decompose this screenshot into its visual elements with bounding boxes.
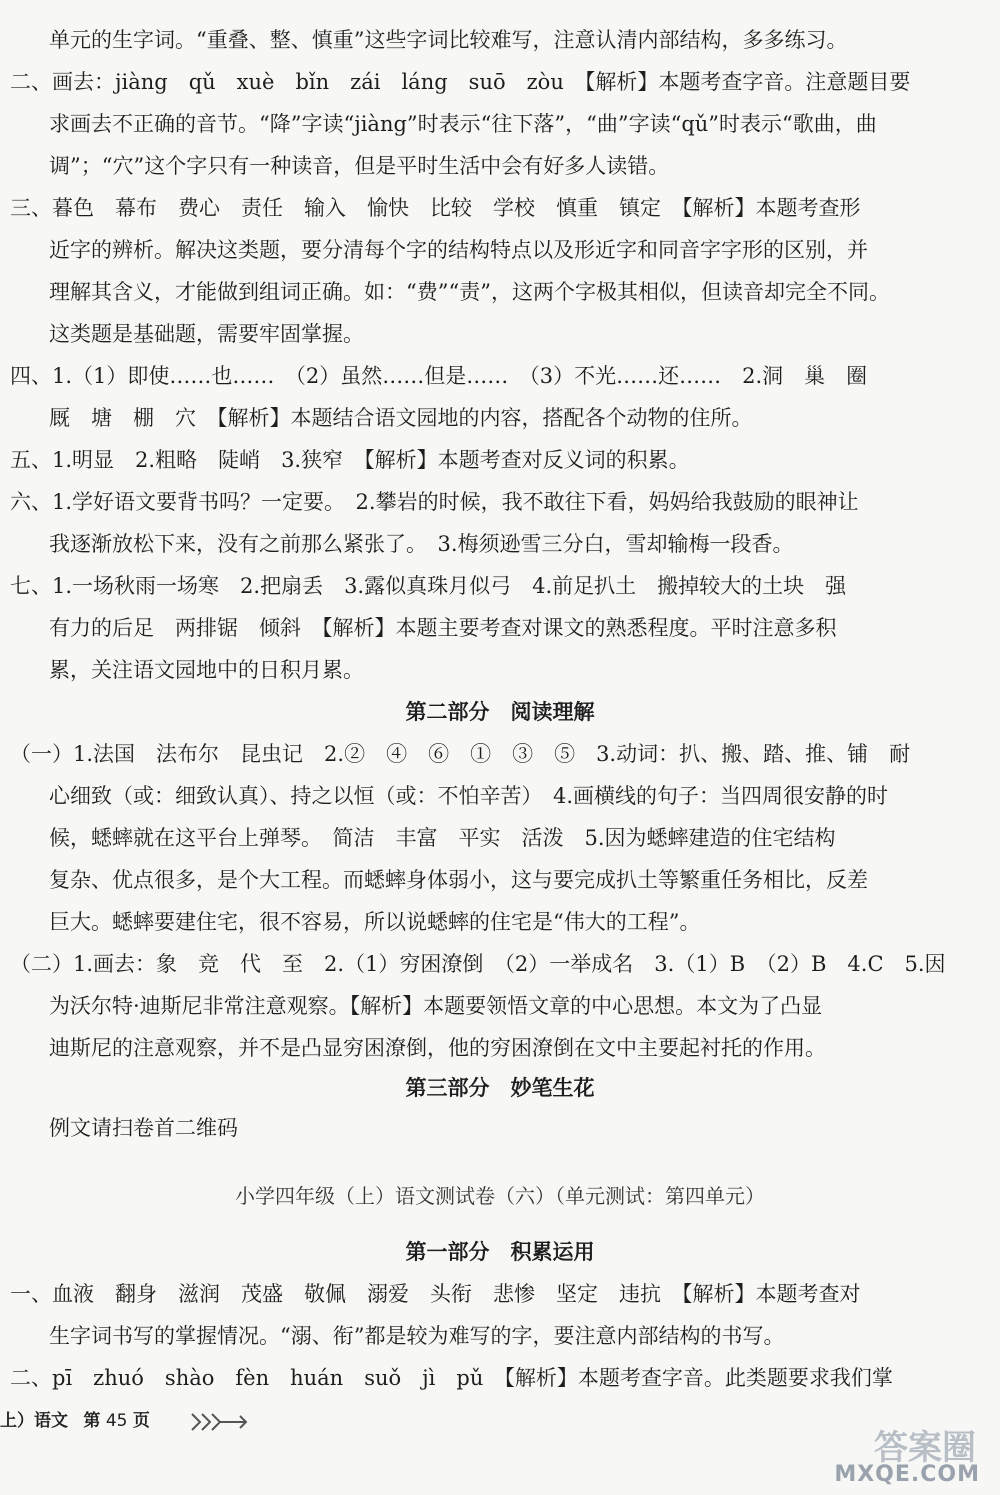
section-heading-part1: 第一部分 积累运用 (405, 1240, 595, 1264)
footer-page-suffix: 页 (132, 1411, 150, 1431)
decorative-arrow-icon (190, 1410, 250, 1434)
text-line: 七、1.一场秋雨一场寒 2.把扇丢 3.露似真珠月似弓 4.前足扒土 搬掉较大的土块 强 (10, 574, 847, 598)
watermark-logo: 答案圈 (874, 1428, 976, 1468)
text-line: 一、血液 翻身 滋润 茂盛 敬佩 溺爱 头衔 悲惨 坚定 违抗 【解析】本题考查对 (10, 1282, 861, 1306)
text-line: 五、1.明显 2.粗略 陡峭 3.狭窄 【解析】本题考查对反义词的积累。 (10, 448, 690, 472)
text-line: 调”；“穴”这个字只有一种读音，但是平时生活中会有好多人读错。 (49, 154, 670, 178)
text-line: 迪斯尼的注意观察，并不是凸显穷困潦倒，他的穷困潦倒在文中主要起衬托的作用。 (49, 1036, 826, 1060)
text-line: 厩 塘 棚 穴 【解析】本题结合语文园地的内容，搭配各个动物的住所。 (49, 406, 753, 430)
text-line: 这类题是基础题，需要牢固掌握。 (49, 322, 364, 346)
text-line: 四、1.（1）即使……也…… （2）虽然……但是…… （3）不光……还…… 2.洞 巢 圈 (10, 364, 868, 388)
text-line: 二、画去：jiàng qǔ xuè bǐn zái láng suō zòu 【解析】本题考查字音。注意题目要 (10, 70, 911, 94)
text-line: 三、暮色 幕布 费心 责任 输入 愉快 比较 学校 慎重 镇定 【解析】本题考查形 (10, 196, 861, 220)
text-line: 复杂、优点很多，是个大工程。而蟋蟀身体弱小，这与要完成扒土等繁重任务相比，反差 (49, 868, 868, 892)
text-line: （二）1.画去：象 竞 代 至 2.（1）穷困潦倒 （2）一举成名 3.（1）B （2）B 4.C 5.因 (10, 952, 946, 976)
text-line: 心细致（或：细致认真）、持之以恒（或：不怕辛苦） 4.画横线的句子：当四周很安静的时 (49, 784, 889, 808)
text-line: 例文请扫卷首二维码 (49, 1116, 238, 1140)
text-line: 求画去不正确的音节。“降”字读“jiàng”时表示“往下落”，“曲”字读“qǔ”时表示“歌曲，曲 (49, 112, 877, 136)
footer-page-prefix: 第 (83, 1411, 101, 1431)
text-line: 有力的后足 两排锯 倾斜 【解析】本题主要考查对课文的熟悉程度。平时注意多积 (49, 616, 837, 640)
test-title: 小学四年级（上）语文测试卷（六）（单元测试：第四单元） (235, 1184, 765, 1208)
text-line: 六、1.学好语文要背书吗？一定要。 2.攀岩的时候，我不敢往下看，妈妈给我鼓励的眼神让 (10, 490, 859, 514)
text-line: 我逐渐放松下来，没有之前那么紧张了。 3.梅须逊雪三分白，雪却输梅一段香。 (49, 532, 794, 556)
watermark-url: MXQE.COM (834, 1462, 980, 1487)
page-footer (0, 1404, 150, 1438)
section-heading-writing: 第三部分 妙笔生花 (405, 1076, 595, 1100)
text-line: （一）1.法国 法布尔 昆虫记 2.② ④ ⑥ ① ③ ⑤ 3.动词：扒、搬、踏、推、铺 耐 (10, 742, 911, 766)
text-line: 候，蟋蟀就在这平台上弹琴。 简洁 丰富 平实 活泼 5.因为蟋蟀建造的住宅结构 (49, 826, 836, 850)
text-line: 为沃尔特·迪斯尼非常注意观察。【解析】本题要领悟文章的中心思想。本文为了凸显 (49, 994, 823, 1018)
section-heading-reading: 第二部分 阅读理解 (405, 700, 595, 724)
text-line: 生字词书写的掌握情况。“溺、衔”都是较为难写的字，要注意内部结构的书写。 (49, 1324, 785, 1348)
text-line: 单元的生字词。“重叠、整、慎重”这些字词比较难写，注意认清内部结构，多多练习。 (49, 28, 848, 52)
footer-page-number: 45 (105, 1411, 128, 1431)
footer-subject: 上）语文 (0, 1411, 68, 1431)
text-line: 二、pī zhuó shào fèn huán suǒ jì pǔ 【解析】本题考查字音。此类题要求我们掌 (10, 1366, 893, 1390)
text-line: 理解其含义，才能做到组词正确。如：“费”“责”，这两个字极其相似，但读音却完全不同。 (49, 280, 890, 304)
text-line: 近字的辨析。解决这类题，要分清每个字的结构特点以及形近字和同音字字形的区别，并 (49, 238, 868, 262)
text-line: 累，关注语文园地中的日积月累。 (49, 658, 364, 682)
text-line: 巨大。蟋蟀要建住宅，很不容易，所以说蟋蟀的住宅是“伟大的工程”。 (49, 910, 701, 934)
